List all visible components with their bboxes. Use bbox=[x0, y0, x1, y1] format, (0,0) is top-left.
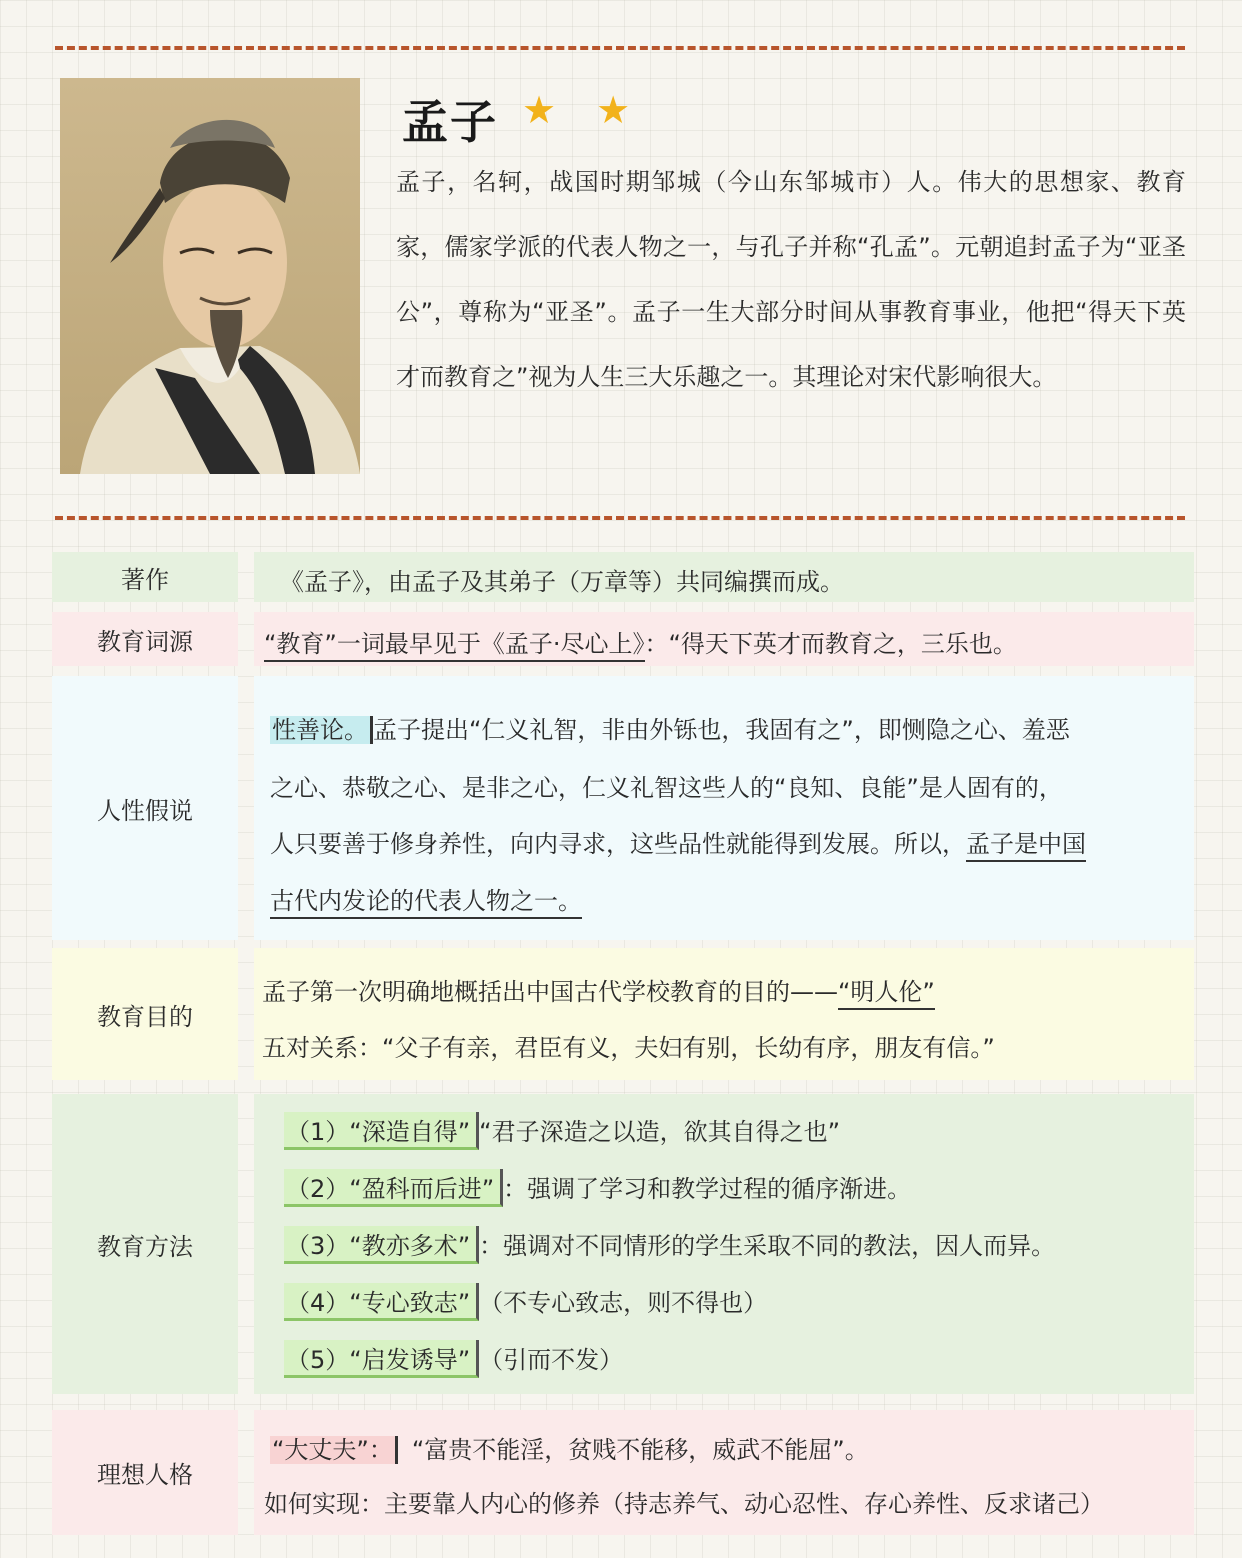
row-label-nature: 人性假说 bbox=[52, 676, 238, 940]
method-tag: （1）“深造自得” bbox=[284, 1112, 479, 1150]
top-dashed-divider bbox=[55, 46, 1185, 50]
row-label-ideal: 理想人格 bbox=[52, 1410, 238, 1535]
method-item bbox=[284, 1169, 911, 1207]
nature-highlight: 性善论。 bbox=[270, 716, 373, 744]
ideal-line-1 bbox=[270, 1430, 869, 1465]
nature-line-3-text: 人只要善于修身养性，向内寻求，这些品性就能得到发展。所以， bbox=[270, 830, 966, 858]
nature-line-4 bbox=[270, 881, 582, 916]
purpose-line-1-text: 孟子第一次明确地概括出中国古代学校教育的目的—— bbox=[262, 978, 838, 1006]
source-underlined: “教育”一词最早见于《孟子·尽心上》 bbox=[264, 630, 645, 662]
method-desc: “君子深造之以造，欲其自得之也” bbox=[479, 1118, 841, 1146]
nature-underlined-1: 孟子是中国 bbox=[966, 830, 1086, 862]
row-nature bbox=[52, 676, 1194, 940]
method-tag: （5）“启发诱导” bbox=[284, 1340, 479, 1378]
row-content-nature bbox=[254, 676, 1194, 940]
intro-paragraph: 孟子，名轲，战国时期邹城（今山东邹城市）人。伟大的思想家、教育家，儒家学派的代表人物之一，与孔子并称“孔孟”。元朝追封孟子为“亚圣公”，尊称为“亚圣”。孟子一生大部分时间从事教育事业，他把“得天下英才而教育之”视为人生三大乐趣之一。其理论对宋代影响很大。 bbox=[396, 168, 1186, 391]
page-title: 孟子 bbox=[402, 95, 498, 149]
works-text: 《孟子》，由孟子及其弟子（万章等）共同编撰而成。 bbox=[280, 568, 844, 596]
row-content-method bbox=[254, 1094, 1194, 1394]
ideal-highlight: “大丈夫”： bbox=[270, 1436, 398, 1464]
nature-underlined-2: 古代内发论的代表人物之一。 bbox=[270, 887, 582, 919]
row-works bbox=[52, 552, 1194, 602]
nature-line-2: 之心、恭敬之心、是非之心，仁义礼智这些人的“良知、良能”是人固有的， bbox=[270, 774, 1063, 802]
middle-dashed-divider bbox=[55, 516, 1185, 520]
nature-line-3 bbox=[270, 824, 1086, 859]
method-desc: （不专心致志，则不得也） bbox=[479, 1289, 768, 1317]
method-tag: （3）“教亦多术” bbox=[284, 1226, 479, 1264]
method-item bbox=[284, 1112, 840, 1150]
method-tag: （4）“专心致志” bbox=[284, 1283, 479, 1321]
method-desc: ：强调对不同情形的学生采取不同的教法，因人而异。 bbox=[479, 1232, 1056, 1260]
row-label-source: 教育词源 bbox=[52, 612, 238, 666]
source-text bbox=[264, 624, 1017, 659]
star-rating-icon: ★ ★ bbox=[522, 88, 645, 132]
ideal-line-2: 如何实现：主要靠人内心的修养（持志养气、动心忍性、存心养性、反求诸己） bbox=[264, 1490, 1104, 1518]
row-label-purpose: 教育目的 bbox=[52, 948, 238, 1080]
row-content-ideal bbox=[254, 1410, 1194, 1535]
nature-line-1-text: 孟子提出“仁义礼智，非由外铄也，我固有之”，即恻隐之心、羞恶 bbox=[373, 716, 1070, 744]
row-method bbox=[52, 1094, 1194, 1394]
row-content-source bbox=[254, 612, 1194, 666]
row-source bbox=[52, 612, 1194, 666]
purpose-line-2: 五对关系：“父子有亲，君臣有义，夫妇有别，长幼有序，朋友有信。” bbox=[262, 1034, 995, 1062]
purpose-line-1 bbox=[262, 972, 935, 1007]
row-purpose bbox=[52, 948, 1194, 1080]
ideal-line-1-text: “富贵不能淫，贫贱不能移，威武不能屈”。 bbox=[411, 1436, 869, 1464]
row-content-purpose bbox=[254, 948, 1194, 1080]
method-item bbox=[284, 1226, 1055, 1264]
mencius-portrait bbox=[60, 78, 360, 474]
row-content-works bbox=[254, 552, 1194, 602]
method-desc: ：强调了学习和教学过程的循序渐进。 bbox=[503, 1175, 912, 1203]
row-ideal bbox=[52, 1410, 1194, 1535]
source-rest: ：“得天下英才而教育之，三乐也。 bbox=[644, 630, 1017, 658]
row-label-works: 著作 bbox=[52, 552, 238, 602]
method-item bbox=[284, 1283, 767, 1321]
method-tag: （2）“盈科而后进” bbox=[284, 1169, 503, 1207]
purpose-underlined: “明人伦” bbox=[838, 978, 935, 1010]
row-label-method: 教育方法 bbox=[52, 1094, 238, 1394]
method-item bbox=[284, 1340, 623, 1378]
nature-line-1 bbox=[270, 710, 1070, 745]
method-desc: （引而不发） bbox=[479, 1346, 624, 1374]
